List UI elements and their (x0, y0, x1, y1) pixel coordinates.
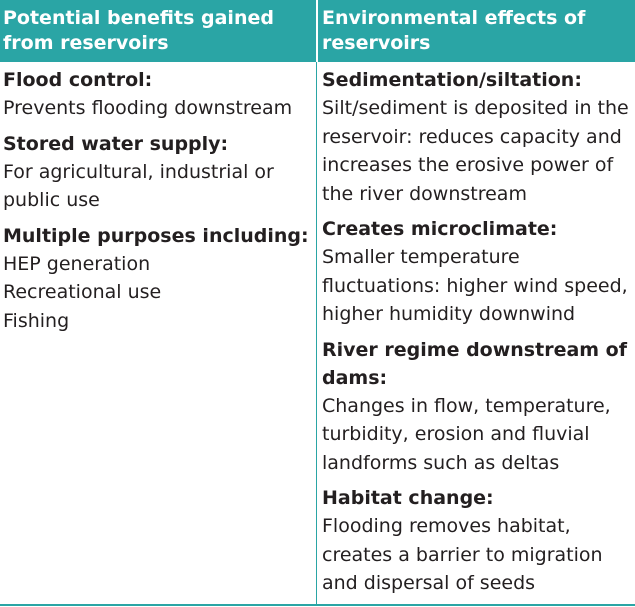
effect-title: Habitat change: (322, 487, 494, 509)
benefits-column (3, 66, 313, 342)
benefit-title: Multiple purposes including: (3, 224, 309, 247)
effect-text: Smaller temperature fluctuations: higher wind speed, higher humidity downwind (322, 246, 628, 325)
benefit-text: For agricultural, industrial or public use (3, 160, 274, 211)
effect-text: Silt/sediment is deposited in the reservoir: reduces capacity and increases the erosive power of the river downstream (322, 97, 629, 205)
header-divider (316, 0, 318, 62)
benefit-text: Fishing (3, 309, 70, 332)
effect-text: Changes in flow, temperature, turbidity, erosion and fluvial landforms such as deltas (322, 394, 611, 474)
benefit-text: HEP generation (3, 252, 151, 275)
benefit-title: Flood control: (3, 69, 153, 91)
benefit-title: Stored water supply: (3, 132, 229, 155)
effect-text: Flooding removes habitat, creates a barrier to migration and dispersal of seeds (322, 515, 603, 594)
benefit-entry (3, 222, 313, 336)
effects-column (322, 66, 632, 605)
effect-entry (322, 66, 632, 208)
effect-entry (322, 336, 632, 478)
benefit-text: Prevents flooding downstream (3, 97, 293, 119)
column-divider (316, 0, 317, 606)
effect-entry (322, 215, 632, 329)
benefit-entry (3, 130, 313, 215)
effect-title: River regime downstream of dams: (322, 338, 628, 389)
benefit-text: Recreational use (3, 281, 162, 303)
effect-title: Sedimentation/siltation: (322, 69, 582, 91)
effect-entry (322, 484, 632, 598)
benefit-entry (3, 66, 313, 123)
effect-title: Creates microclimate: (322, 218, 558, 240)
header-effects: Environmental effects of reservoirs (322, 7, 586, 54)
header-benefits: Potential benefits gained from reservoirs (3, 7, 274, 54)
